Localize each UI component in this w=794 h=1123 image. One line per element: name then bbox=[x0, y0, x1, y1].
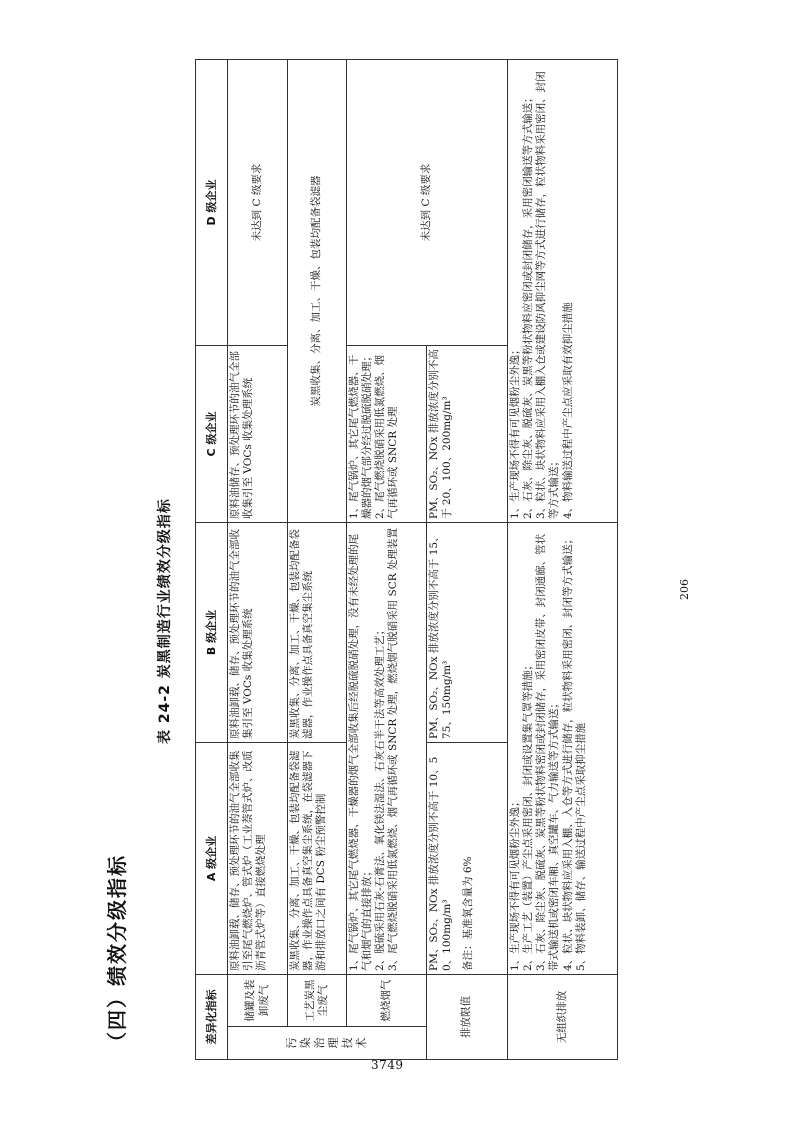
row-label-fugitive: 无组织排放 bbox=[508, 975, 618, 1060]
flue-ab-line: 2、脱硫采用石灰-石膏法、氧化镁法湿法、石灰石半干法等高效处理工艺； bbox=[374, 624, 387, 971]
fugitive-ab-line: 3、石灰、除尘灰、脱硫灰、炭黑等粉状物料密闭或封闭储存，采用密闭皮带、封闭通廊、管状带式输送机或密闭车厢、真空罐车、气力输送等方式输送； bbox=[535, 533, 561, 971]
table-header-row bbox=[196, 60, 228, 1060]
fugitive-cd-line: 2、石灰、除尘灰、脱硫灰、炭黑等粉状物料应密闭或封闭储存，采用密闭输送等方式输送； bbox=[522, 92, 535, 519]
header-indicator: 差异化指标 bbox=[196, 975, 228, 1060]
page-index: 206 bbox=[678, 579, 691, 600]
row-label-tank-loading: 储罐及装卸废气 bbox=[228, 975, 288, 1027]
performance-grading-table bbox=[195, 59, 618, 1060]
fugitive-cd-line: 1、生产现场不得有可见烟粉尘外逸； bbox=[509, 344, 521, 519]
group-label-pollution-control: 污染治理技术 bbox=[228, 1027, 427, 1060]
cell-limit-a bbox=[427, 743, 508, 975]
header-c: C 级企业 bbox=[196, 346, 228, 523]
cell-flue-c bbox=[347, 346, 427, 523]
table-caption: 表 24-2 炭黑制造行业绩效分级指标 bbox=[157, 498, 173, 744]
page-number: 3749 bbox=[371, 1058, 404, 1072]
cell-fugitive-cd bbox=[508, 60, 618, 523]
limit-a-note: 备注：基准氧含量为 6% bbox=[462, 856, 475, 971]
row-label-process-dust: 工艺炭黑尘废气 bbox=[288, 975, 347, 1027]
fugitive-cd-line: 4、物料输送过程中产尘点应采取有效抑尘措施 bbox=[561, 302, 574, 519]
header-a: A 级企业 bbox=[196, 743, 228, 975]
fugitive-ab-line: 5、物料装卸、储存、输送过程中产尘点采取抑尘措施 bbox=[574, 722, 587, 971]
fugitive-cd-line: 3、粒状、块状物料应采用入棚入仓或建设防风抑尘网等方式进行储存，粒状物料采用密闭、封闭等方式输送； bbox=[535, 71, 561, 519]
table-row bbox=[508, 60, 618, 1060]
section-heading: （四）绩效分级指标 bbox=[105, 854, 129, 1052]
cell-dust-a: 炭黑收集、分离、加工、干燥、包装均配备袋滤器，作业操作点具备真空集尘系统，在袋滤器下游和排放口之间有 DCS 粉尘预警控制 bbox=[288, 743, 347, 975]
cell-fugitive-ab bbox=[508, 523, 618, 975]
fugitive-ab-line: 2、生产工艺（装置）产尘点采用密闭、封闭或设置集气罩等措施； bbox=[522, 659, 535, 971]
row-label-emission-limit: 排放限值 bbox=[427, 975, 508, 1060]
cell-limit-c: PM、SO₂、NOx 排放浓度分别不高于 20、100、200mg/m³ bbox=[427, 346, 508, 523]
header-b: B 级企业 bbox=[196, 523, 228, 743]
table-row bbox=[288, 60, 347, 1060]
cell-flue-emission-d: 未达到 C 级要求 bbox=[347, 60, 508, 346]
cell-tank-d: 未达到 C 级要求 bbox=[228, 60, 288, 346]
flue-ab-line: 3、尾气燃烧脱硝采用低氮燃烧、烟气再循环或 SNCR 处理，燃烧烟气脱硝采用 SCR 处理装置 bbox=[387, 528, 400, 971]
rotated-page-content bbox=[100, 52, 691, 1060]
table-row bbox=[228, 60, 288, 1060]
fugitive-ab-line: 1、生产现场不得有可见烟粉尘外逸； bbox=[509, 796, 521, 971]
flue-ab-line: 1、尾气锅炉、其它尾气燃烧器、干燥器的烟气全部收集后经脱硫脱硝处理，没有未经处理的尾气和烟气的直接排放； bbox=[348, 533, 374, 971]
flue-c-line: 1、尾气锅炉、其它尾气燃烧器、干燥器的烟气部分经过脱硫脱硝处理； bbox=[348, 351, 374, 519]
table-row bbox=[347, 60, 427, 1060]
cell-limit-b: PM、SO₂、NOx 排放浓度分别不高于 15、75、150mg/m³ bbox=[427, 523, 508, 743]
fugitive-ab-line: 4、粒状、块状物料应采用入棚、入仓等方式进行储存，粒状物料采用密闭、封闭等方式输送； bbox=[561, 533, 574, 971]
cell-tank-a: 原料油卸载、储存、预处理环节的油气全部收集引至尾气燃烧炉、管式炉（工业萘管式炉、改质沥青管式炉等）直接燃烧处理 bbox=[228, 743, 288, 975]
limit-a-text: PM、SO₂、NOx 排放浓度分别不高于 10、50、100mg/m³ bbox=[428, 756, 454, 971]
header-d: D 级企业 bbox=[196, 60, 228, 346]
cell-flue-ab bbox=[347, 523, 427, 975]
cell-tank-b: 原料油卸载、储存、预处理环节的油气全部收集引至 VOCs 收集处理系统 bbox=[228, 523, 288, 743]
cell-dust-cd: 炭黑收集、分离、加工、干燥、包装均配备袋滤器 bbox=[288, 60, 347, 523]
cell-dust-b: 炭黑收集、分离、加工、干燥、包装均配备袋滤器，作业操作点具备真空集尘系统 bbox=[288, 523, 347, 743]
cell-tank-c: 原料油储存、预处理环节的油气全部收集引至 VOCs 收集处理系统 bbox=[228, 346, 288, 523]
flue-c-line: 2、尾气燃烧脱硝采用低氮燃烧、烟气再循环或 SNCR 处理 bbox=[374, 354, 400, 519]
row-label-combustion-flue-gas: 燃烧烟气 bbox=[347, 975, 427, 1027]
